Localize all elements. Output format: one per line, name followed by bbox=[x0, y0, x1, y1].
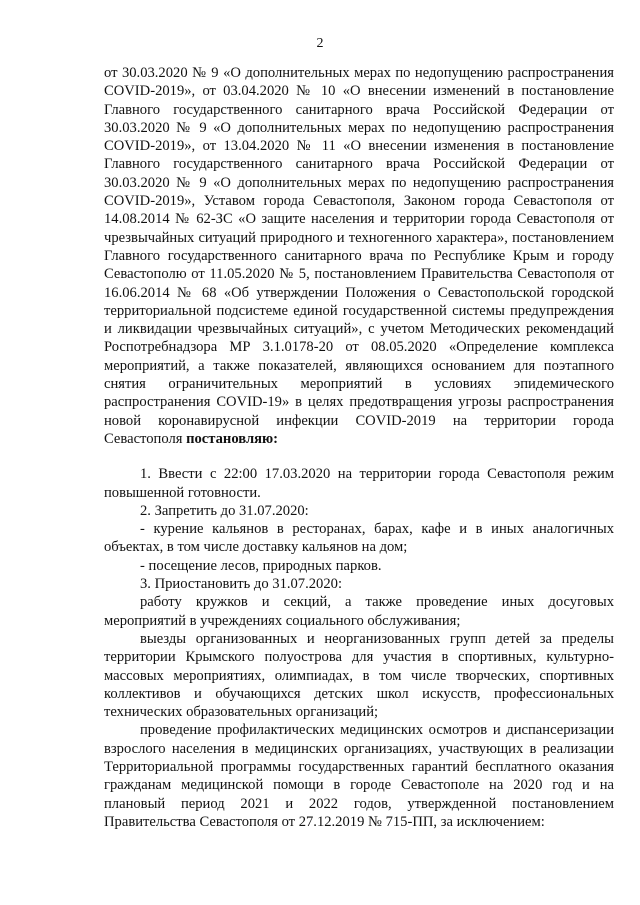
item-2-forests-paragraph: - посещение лесов, природных парков. bbox=[140, 557, 382, 574]
item-2-smoking-paragraph: - курение кальянов в ресторанах, барах, кафе и в иных аналогичных объектах, в том числе доставку кальянов на дом; bbox=[104, 521, 614, 556]
page-number: 2 bbox=[316, 36, 324, 51]
item-1-paragraph: 1. Ввести с 22:00 17.03.2020 на территории города Севастополя режим повышенной готовности. bbox=[104, 466, 614, 501]
item-2-paragraph: 2. Запретить до 31.07.2020: bbox=[140, 502, 309, 519]
item-3-paragraph: 3. Приостановить до 31.07.2020: bbox=[140, 576, 342, 593]
paragraph-gap bbox=[104, 448, 614, 465]
item-3-clubs-paragraph: работу кружков и секций, а также проведение иных досуговых мероприятий в учреждениях социального обслуживания; bbox=[104, 594, 614, 629]
decree-word: постановляю: bbox=[186, 430, 279, 447]
preamble-text: от 30.03.2020 № 9 «О дополнительных мерах по недопущению распространения COVID-2019», от 03.04.2020 № 10 «О внесении изменений в постановление Главного государственного санитарного врача Российской Федерации от 30.03.2020 № 9 «О дополнительных мерах по недопущению распространения COVID-2019», от 13.04.2020 № 11 «О внесении изменения в постановление Главного государственного санитарного врача Российской Федерации от 30.03.2020 № 9 «О дополнительных мерах по недопущению распространения COVID-2019», Уставом города Севастополя, Законом города Севастополя от 14.08.2014 № 62-ЗС «О защите населения и территории города Севастополя от чрезвычайных ситуаций природного и техногенного характера», постановлением Главного государственного санитарного врача по Республике Крым и городу Севастополю от 11.05.2020 № 5, постановлением Правительства Севастополя от 16.06.2014 № 68 «Об утверждении Положения о Севастопольской городской территориальной подсистеме единой государственной системы предупреждения и ликвидации чрезвычайных ситуаций», с учетом Методических рекомендаций Роспотребнадзора МР 3.1.0178-20 от 08.05.2020 «Определение комплекса мероприятий, а также показателей, являющихся основанием для поэтапного снятия ограничительных мероприятий в условиях эпидемического распространения COVID-19» в целях предотвращения угрозы распространения новой коронавирусной инфекции COVID-2019 на территории города Севастополя bbox=[104, 65, 614, 447]
item-3-trips-paragraph: выезды организованных и неорганизованных групп детей за пределы территории Крымского полуострова для участия в спортивных, культурно-массовых мероприятиях, олимпиадах, в том числе творческих, спортивных коллективов и обучающихся детских школ искусств, профессиональных технических образовательных организаций; bbox=[104, 630, 614, 721]
document-body bbox=[104, 64, 614, 831]
preamble-paragraph bbox=[104, 64, 614, 448]
item-3-medical-paragraph: проведение профилактических медицинских осмотров и диспансеризации взрослого населения в медицинских организациях, участвующих в реализации Территориальной программы государственных гарантий бесплатного оказания гражданам медицинской помощи в городе Севастополе на 2020 год и на плановый период 2021 и 2022 годов, утвержденной постановлением Правительства Севастополя от 27.12.2019 № 715-ПП, за исключением: bbox=[104, 722, 614, 830]
